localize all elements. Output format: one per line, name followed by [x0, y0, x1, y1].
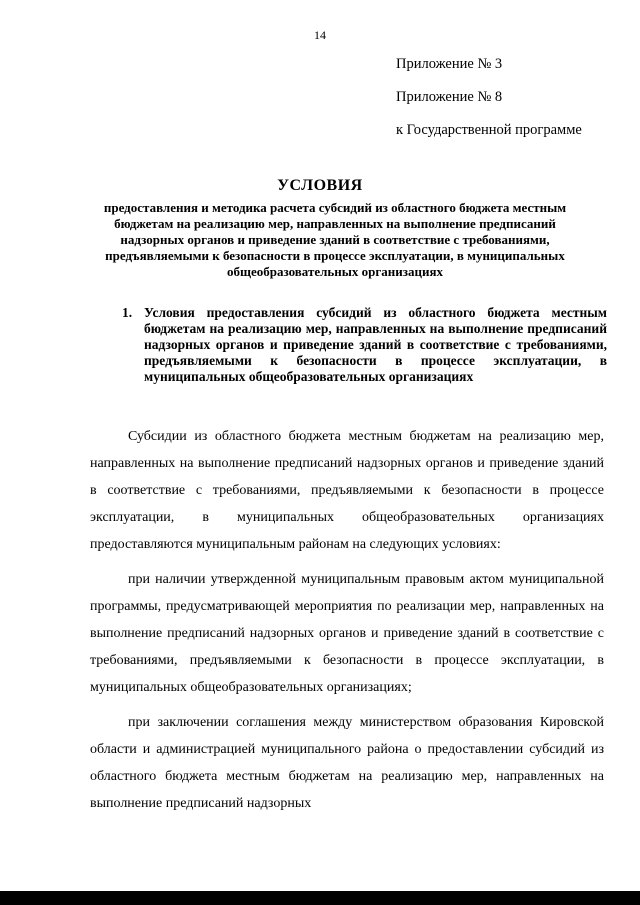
- scan-edge-bar: [0, 891, 640, 905]
- section-number: 1.: [122, 305, 133, 320]
- appendix-line-2: Приложение № 8: [396, 89, 503, 105]
- section-heading-text: Условия предоставления субсидий из областного бюджета местным бюджетам на реализацию мер, направленных на выполнение предписаний надзорных органов и приведение зданий в соответствие с требованиями, предъявляемыми к безопасности в процессе эксплуатации, в муниципальных общеобразовательных организациях: [144, 305, 607, 384]
- paragraph: при заключении соглашения между министерством образования Кировской области и администрацией муниципального района о предоставлении субсидий из областного бюджета местным бюджетам на реализацию мер, направленных на выполнение предписаний надзорных: [90, 715, 604, 811]
- paragraph: при наличии утвержденной муниципальным правовым актом муниципальной программы, предусматривающей мероприятия по реализации мер, направленных на выполнение предписаний надзорных органов и приведение зданий в соответствие с требованиями, предъявляемыми к безопасности в процессе эксплуатации, в муниципальных общеобразовательных организациях;: [90, 572, 604, 695]
- appendix-line-3: к Государственной программе: [396, 122, 582, 138]
- section-heading: [122, 305, 607, 385]
- page-number: 14: [314, 28, 326, 42]
- appendix-line-1: Приложение № 3: [396, 56, 503, 72]
- paragraph: Субсидии из областного бюджета местным бюджетам на реализацию мер, направленных на выполнение предписаний надзорных органов и приведение зданий в соответствие с требованиями, предъявляемыми к безопасности в процессе эксплуатации, в муниципальных общеобразовательных организациях предоставляются муниципальным районам на следующих условиях:: [90, 429, 604, 552]
- document-subtitle: предоставления и методика расчета субсидий из областного бюджета местным бюджетам на реализацию мер, направленных на выполнение предписаний надзорных органов и приведение зданий в соответствие с требованиями, предъявляемыми к безопасности в процессе эксплуатации, в муниципальных общеобразовательных организациях: [103, 200, 567, 279]
- body-text: [90, 423, 604, 817]
- document-title: УСЛОВИЯ: [277, 177, 363, 194]
